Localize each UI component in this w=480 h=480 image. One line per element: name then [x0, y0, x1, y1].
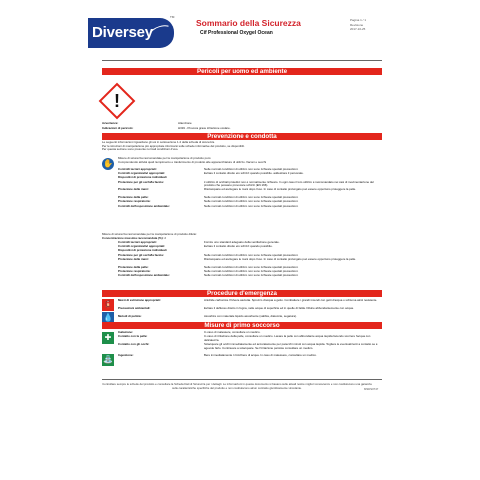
row-label: Protezione per gli occhi/la faccia: [118, 179, 164, 184]
document-title: Sommario della Sicurezza [196, 18, 301, 28]
signal-word-label: Avvertenze: [102, 121, 119, 125]
intro-line: Le seguenti informazioni riguardano gli usi in sottosezione 1.2 della scheda di sicurezza. [102, 140, 215, 144]
intro-line: Per questa sezione sono presunte normali condizioni d'uso. [102, 147, 179, 152]
row-value: Nelle normali condizioni di utilizzo non sono richieste speciali precauzioni. [204, 273, 299, 277]
document-code: MSDS0747 [364, 387, 379, 391]
hazards-heading: Pericoli per uomo ed ambiente [102, 68, 382, 75]
row-label: Protezione delle mani: [118, 256, 149, 261]
row-label: Dispositivi di protezione individuali [118, 175, 167, 180]
row-value: Anidride carbonica. Polvere asciutta. Spruzzo d'acqua a getto. Combattere i grandi incendi con getti d'acqua o schiuma alcol resistente. [204, 298, 378, 302]
row-label: Ingestione: [118, 353, 134, 358]
row-label: Metodi di pulizia: [118, 313, 142, 318]
row-value: L'utilizzo di occhiali protettivi non è normalmente richiesto. In ogni caso il loro utilizzo è raccomandato nei casi di movimentazione del prodotto che possano provocare schizzi (EN 166). [204, 179, 374, 188]
row-label: Controlli tecnici appropriati: [118, 167, 157, 171]
prevention-intro [102, 141, 372, 152]
row-value: Assorbire con materiale liquido assorbente (sabbia, diatomite, segatura). [204, 313, 297, 318]
row-value: Fornire uno standard adeguato della ventilazione generale. [204, 240, 280, 244]
row-label: Protezione respiratoria: [118, 268, 151, 273]
signal-word-value: Attenzione [178, 121, 192, 125]
row-label: Contatto con gli occhi: [118, 342, 150, 346]
row-value: Nelle normali condizioni di utilizzo non sono richieste speciali precauzioni. [204, 199, 299, 204]
logo-text: Diversey [92, 24, 153, 41]
diversey-logo [88, 18, 174, 48]
header-rule [102, 60, 382, 61]
row-value: Evitare il contatto diretto e/o schizzi quando possibile. [204, 244, 273, 249]
product-name: Cif Professional Oxygel Ocean [200, 30, 273, 36]
row-label: Dispositivi di protezione individuali [118, 248, 167, 253]
row-value: Bere immediatamente 1 bicchiere di acqua. In caso di malessere, consultare un medico. [204, 353, 317, 358]
row-label: Mezzi di estinzione appropriati: [118, 298, 161, 302]
emergency-heading: Procedure d'emergenza [102, 290, 382, 297]
page-meta [350, 18, 366, 32]
safety-summary-page [88, 8, 394, 401]
hazard-statement-label: Indicazioni di pericolo: [102, 126, 134, 130]
row-value: Evitare il contatto diretto e/o schizzi quando possibile. addestrare il personale. [204, 171, 304, 176]
row-value: In caso di malessere, consultare un medico. [204, 330, 261, 334]
pure-handling [118, 157, 368, 164]
row-label: Protezione delle mani: [118, 187, 149, 192]
row-value: Nelle normali condizioni di utilizzo non sono richieste speciali precauzioni. [204, 195, 299, 200]
diluted-concentration-label: Concentrazione massima raccomandata (%): [102, 235, 164, 240]
row-label: Protezione della pelle: [118, 195, 149, 200]
row-value: Nelle normali condizioni di utilizzo non sono richieste speciali precauzioni. [204, 268, 299, 273]
row-value: Evitare il deflusso diretto in fogna, nelle acque di superficie ed in quelle di falda. Diluire abbondantemente con acqua. [204, 305, 354, 310]
revision-date: 2017-10-25 [350, 27, 366, 31]
revision-label: Revisione [350, 22, 364, 27]
eyewash-icon: ⛲ [103, 355, 113, 364]
row-label: Precauzioni ambientali: [118, 305, 151, 310]
pure-handling-title: Misure di sicurezza raccomandate per la manipolazione di prodotto puro: [118, 156, 212, 160]
row-value: Nelle normali condizioni di utilizzo non sono richieste speciali precauzioni. [204, 167, 299, 171]
row-label: Protezione della pelle: [118, 264, 149, 269]
row-label: Protezione respiratoria: [118, 199, 151, 204]
exclamation-mark-icon: ! [114, 91, 120, 111]
row-value: Nelle normali condizioni di utilizzo non sono richieste speciali precauzioni. [204, 203, 299, 208]
row-value: Sciacquare gli occhi immediatamente ed accuratamente per parecchi minuti con acqua tiepida. Togliere le eventuali lenti a contatto se è agevole farlo. Continuare a sciacquare. Se l'irritazione persiste consultare un medico. [204, 342, 378, 350]
row-label: Contatto con la pelle: [118, 334, 148, 339]
first-aid-heading: Misure di primo soccorso [102, 322, 382, 329]
row-label: Controlli organizzativi appropriati: [118, 244, 166, 249]
row-value: Risciacquare ed asciugare le mani dopo l'uso. In caso di contatto prolungato può essere opportuno proteggere la pelle. [204, 187, 357, 192]
row-value: Nelle normali condizioni di utilizzo non sono richieste speciali precauzioni. [204, 264, 299, 269]
diluted-concentration-value: 2 [164, 235, 166, 240]
trademark-mark: TM [170, 15, 175, 19]
intro-line: Per le istruzioni di manipolazione più appropriate informarsi sulle schede informative del prodotto, se disponibili. [102, 143, 245, 148]
diluted-handling-title: Misure di sicurezza raccomandate per la manipolazione di prodotto diluito: [102, 232, 197, 236]
first-aid-cross-icon: ✚ [102, 332, 114, 344]
gloves-icon: ✋ [103, 159, 113, 168]
row-label: Controlli organizzativi appropriati: [118, 171, 166, 176]
page-number: Pagina 1 / 1 [350, 18, 367, 22]
footer-rule [102, 379, 382, 380]
row-label: Inalazione: [118, 330, 133, 334]
row-label: Protezione per gli occhi/la faccia: [118, 252, 164, 257]
row-label: Controlli tecnici appropriati: [118, 240, 157, 244]
prevention-heading: Prevenzione e condotta [102, 133, 382, 140]
hazard-statement-value: H319 - Provoca grave irritazione oculare. [178, 126, 231, 130]
row-label: Controlli dell'esposizione ambientale: [118, 273, 170, 277]
spill-icon: 💧 [103, 313, 113, 322]
footer-disclaimer: Controllare sempre le schede del prodotto e consultare la Scheda Dati di Sicurezza per i dettagli. Le informazioni in queste documento si basano sulle attuali nostre migliori conoscenze e non costituiscono una garanzia sulle caratteristiche specifiche del prodotto e non costituiscono alcun contratto giuridicamente vincolante. [102, 382, 372, 390]
row-value: Risciacquare ed asciugare le mani dopo l'uso. In caso di contatto prolungato può essere opportuno proteggere la pelle. [204, 256, 357, 261]
pure-handling-intro: Comprendendo attività quali riempimento e trasferimento di prodotto alle apparecchiature di utilizzo. flaconi e secchi [118, 159, 267, 164]
row-value: Nelle normali condizioni di utilizzo non sono richieste speciali precauzioni. [204, 252, 299, 257]
row-label: Controlli dell'esposizione ambientale: [118, 203, 170, 208]
fire-extinguisher-icon: 🧯 [103, 300, 113, 309]
row-value: In caso di irritazione della pelle, consultare un medico. Lavare la pelle con abbondante acqua tiepida facendo scorrere l'acqua con delicatezza. [204, 334, 371, 342]
